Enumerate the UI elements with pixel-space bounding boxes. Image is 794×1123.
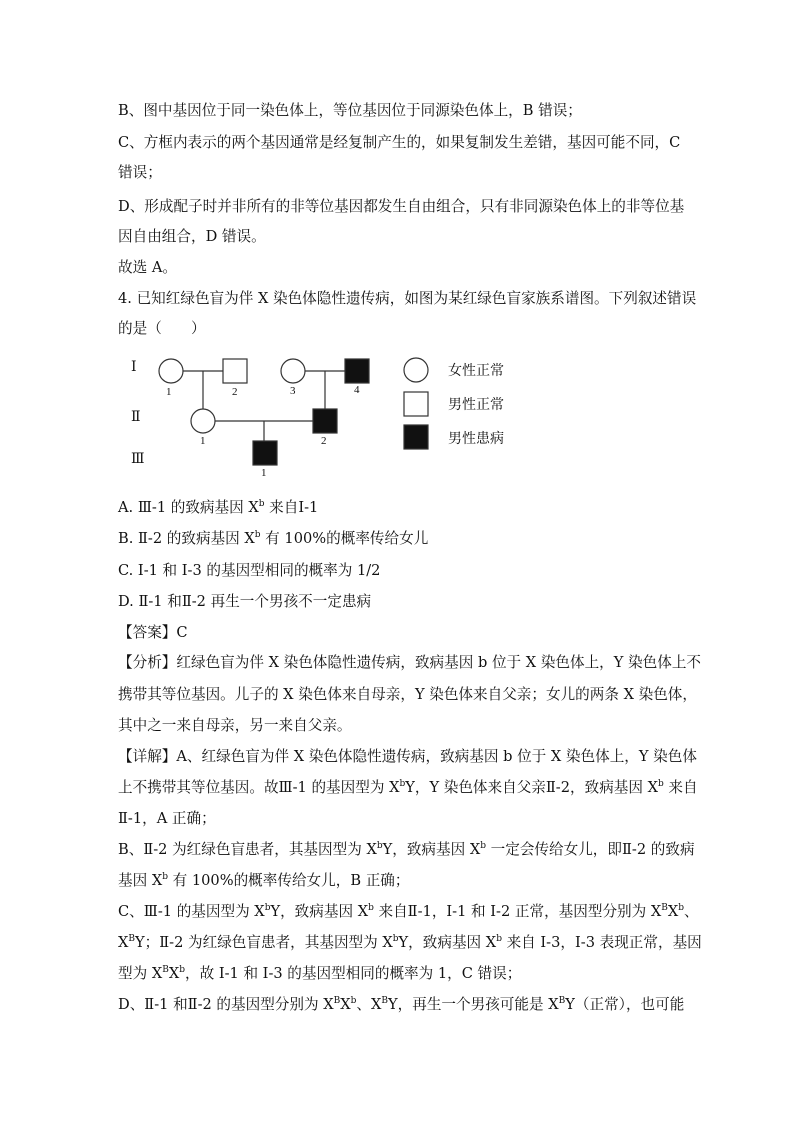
id-g1-1: 1 [166,386,172,398]
option-b-explanation: B、图中基因位于同一染色体上，等位基因位于同源染色体上，B 错误； [118,102,582,119]
g1-female-3 [281,359,305,383]
choose-answer: 故选 A。 [118,259,177,276]
option-c: C. I-1 和 I-3 的基因型相同的概率为 1/2 [118,562,381,579]
analysis-line-3: 其中之一来自母亲，另一来自父亲。 [118,717,352,734]
id-g3-1: 1 [261,467,267,479]
g1-male-2 [223,359,247,383]
option-d-explanation-cont: 因自由组合，D 错误。 [118,228,266,245]
legend-female-normal-icon [404,358,428,382]
id-g1-3: 3 [290,385,296,397]
detail-line-4: B、Ⅱ-2 为红绿色盲患者，其基因型为 $X^bY$，致病基因 $X^b$ 一定会传给女儿，即Ⅱ-2 的致病 [118,841,695,858]
generation-label-2: Ⅱ [131,410,141,425]
generation-label-1: Ⅰ [131,360,137,375]
analysis-line-1: 【分析】红绿色盲为伴 X 染色体隐性遗传病，致病基因 b 位于 X 染色体上，Y 染色体上不 [118,654,702,671]
g1-male-4-affected [345,359,369,383]
g2-female-1 [191,409,215,433]
detail-line-3: Ⅱ-1，A 正确； [118,810,216,827]
legend-male-affected-label: 男性患病 [448,431,504,447]
detail-line-1: 【详解】A、红绿色盲为伴 X 染色体隐性遗传病，致病基因 b 位于 X 染色体上，Y 染色体 [118,748,697,765]
option-a: A. Ⅲ-1 的致病基因 $X^b$ 来自Ⅰ-1 [118,499,319,516]
detail-line-8: 型为 $X^BX^b$，故 I-1 和 I-3 的基因型相同的概率为 1，C 错误； [118,965,522,982]
analysis-line-2: 携带其等位基因。儿子的 X 染色体来自母亲，Y 染色体来自父亲；女儿的两条 X 染色体， [118,686,697,703]
generation-label-3: Ⅲ [131,452,145,467]
option-c-explanation: C、方框内表示的两个基因通常是经复制产生的，如果复制发生差错，基因可能不同，C [118,134,681,151]
legend-male-normal-label: 男性正常 [448,397,504,413]
g3-male-1-affected [253,441,277,465]
detail-line-5: 基因 $X^b$ 有 100%的概率传给女儿，B 正确； [118,872,410,889]
question-stem-cont: 的是（ ） [118,320,206,337]
question-stem-text: 已知红绿色盲为伴 X 染色体隐性遗传病，如图为某红绿色盲家族系谱图。下列叙述错误 [136,290,697,307]
option-c-explanation-cont: 错误； [118,164,162,181]
legend-male-normal-icon [404,392,428,416]
option-d: D. Ⅱ-1 和Ⅱ-2 再生一个男孩不一定患病 [118,593,372,610]
id-g2-1: 1 [200,435,206,447]
legend-male-affected-icon [404,425,428,449]
legend-female-normal-label: 女性正常 [448,363,504,379]
id-g2-2: 2 [321,435,327,447]
detail-line-7: $X^BY$；Ⅱ-2 为红绿色盲患者，其基因型为 $X^bY$，致病基因 $X^b$ 来自 I-3，I-3 表现正常，基因 [118,934,702,951]
question-number: 4. [118,290,132,307]
detail-line-9: D、Ⅱ-1 和Ⅱ-2 的基因型分别为 $X^BX^b$、$X^BY$，再生一个男孩可能是 $X^BY$（正常），也可能 [118,996,685,1013]
option-d-explanation: D、形成配子时并非所有的非等位基因都发生自由组合，只有非同源染色体上的非等位基 [118,198,685,215]
option-b: B. Ⅱ-2 的致病基因 $X^b$ 有 100%的概率传给女儿 [118,530,429,547]
detail-line-2: 上不携带其等位基因。故Ⅲ-1 的基因型为 $X^bY$，Y 染色体来自父亲Ⅱ-2，致病基因 $X^b$ 来自 [118,779,698,796]
id-g1-2: 2 [232,386,238,398]
id-g1-4: 4 [354,384,360,396]
answer-label: 【答案】C [118,624,188,641]
g1-female-1 [159,359,183,383]
g2-male-2-affected [313,409,337,433]
detail-line-6: C、Ⅲ-1 的基因型为 $X^bY$，致病基因 $X^b$ 来自Ⅱ-1，I-1 和 I-2 正常，基因型分别为 $X^BX^b$、 [118,903,699,920]
